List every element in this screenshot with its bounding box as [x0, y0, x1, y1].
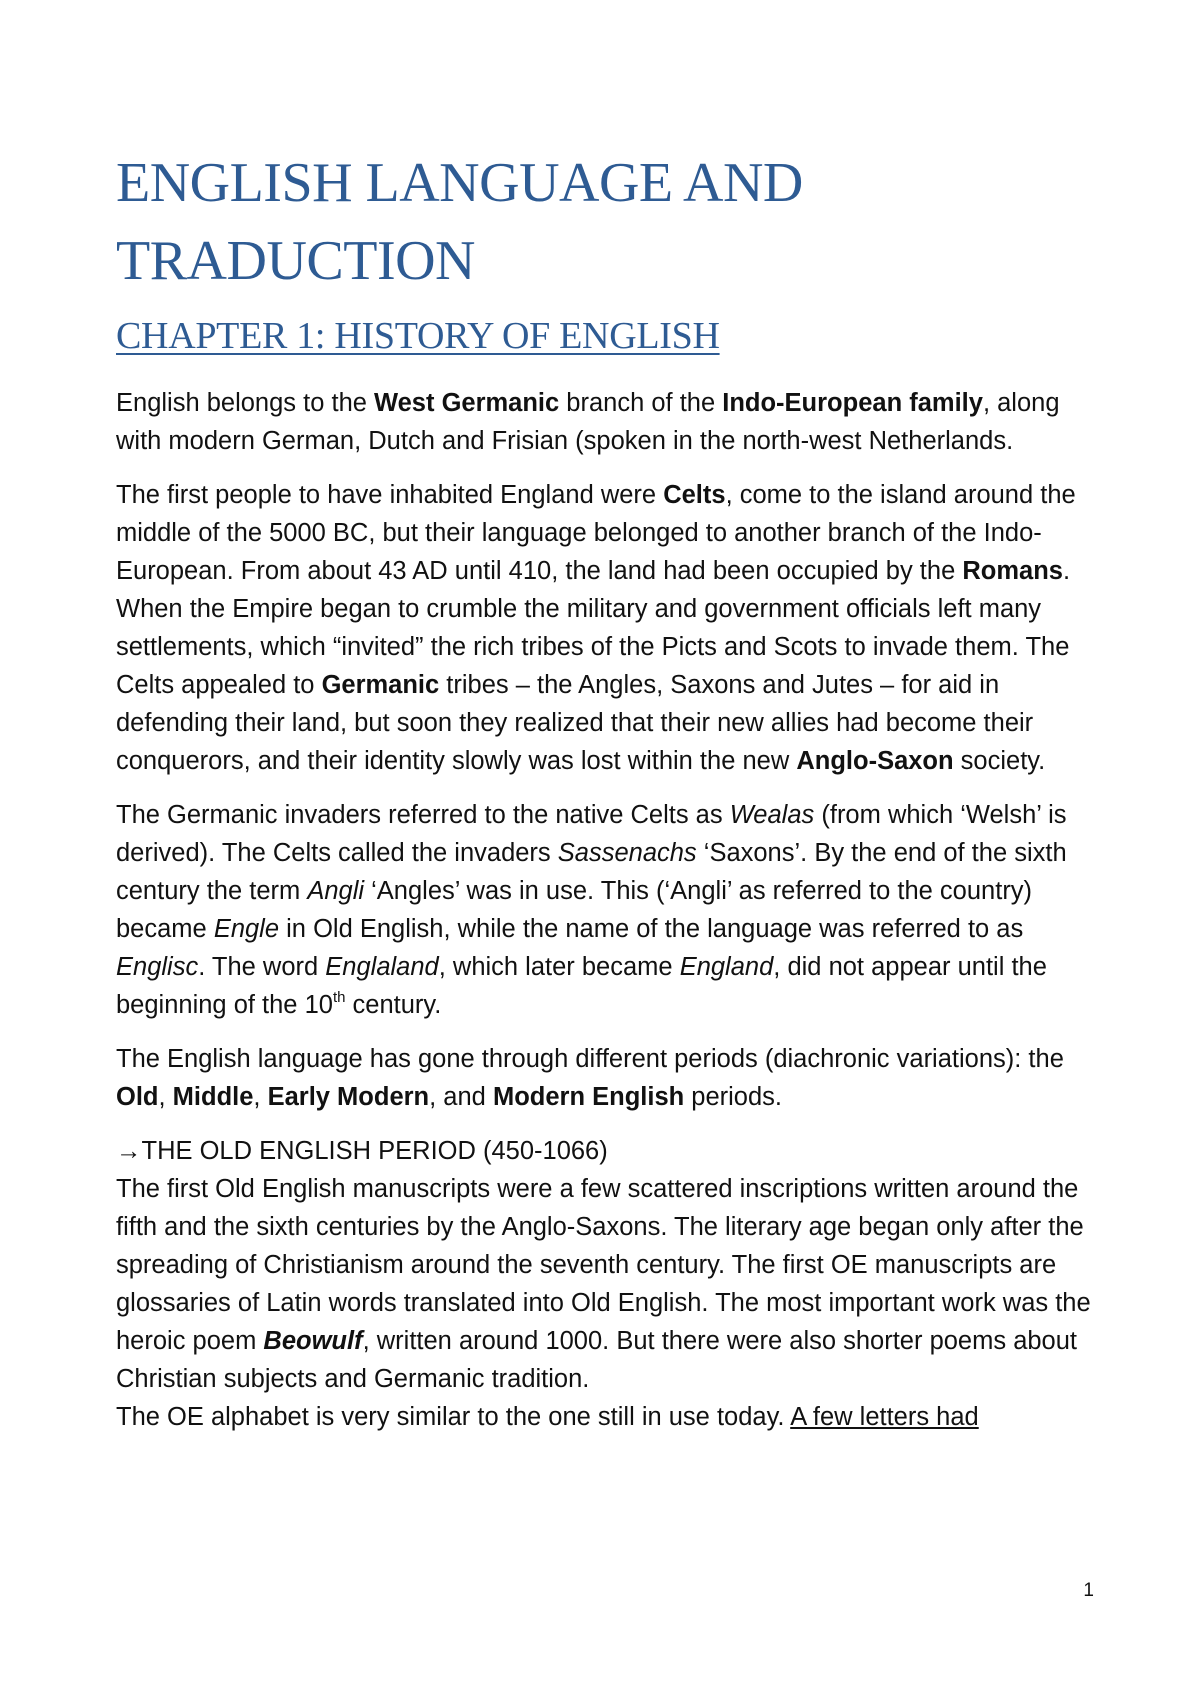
text: ‘Angles’ was in use. This (‘Angli’ as referred to the country) became [116, 877, 1033, 943]
italic-term: Englisc [116, 953, 199, 981]
bold-italic-term: Beowulf [263, 1327, 363, 1355]
text: The OE alphabet is very similar to the one still in use today. [116, 1403, 791, 1431]
italic-term: Engle [213, 915, 280, 943]
italic-term: Englaland [325, 953, 439, 981]
text: periods. [684, 1083, 783, 1111]
text: society. [953, 747, 1046, 775]
text: The English language has gone through different periods (diachronic variations): the [116, 1045, 1064, 1073]
paragraph-1 [116, 384, 1106, 460]
text: ‘Saxons’. By the end of the sixth century the term [116, 839, 1067, 905]
bold-term: West Germanic [374, 389, 560, 417]
text: English belongs to the [116, 389, 375, 417]
text: . When the Empire began to crumble the military and government officials left many settlements, which “invited” the rich tribes of the Picts and Scots to invade them. The Celts appealed to [116, 557, 1071, 699]
section-heading-old-english: →THE OLD ENGLISH PERIOD (450-1066) [116, 1137, 608, 1165]
text: , did not appear until the beginning of the 10 [116, 953, 1047, 1019]
paragraph-3 [116, 796, 1106, 1024]
text: The first people to have inhabited England were [116, 481, 664, 509]
text: branch of the [559, 389, 723, 417]
italic-term: Wealas [729, 801, 815, 829]
text: in Old English, while the name of the language was referred to as [279, 915, 1024, 943]
bold-term: Modern English [492, 1083, 685, 1111]
bold-term: Middle [172, 1083, 254, 1111]
text: , written around 1000. But there were also shorter poems about Christian subjects and Germanic tradition. [116, 1327, 1078, 1393]
text: , come to the island around the middle of the 5000 BC, but their language belonged to another branch of the Indo-European. From about 43 AD until 410, the land had been occupied by the [116, 481, 1076, 585]
text: century. [345, 991, 442, 1019]
text: , and [429, 1083, 493, 1111]
text: tribes – the Angles, Saxons and Jutes – for aid in defending their land, but soon they realized that their new allies had become their conquerors, and their identity slowly was lost within the new [116, 671, 1034, 775]
italic-term: Sassenachs [557, 839, 697, 867]
bold-term: Anglo-Saxon [796, 747, 954, 775]
bold-term: Romans [962, 557, 1063, 585]
underlined-text: A few letters had [790, 1403, 979, 1431]
paragraph-6 [116, 1398, 1106, 1436]
document-body [116, 384, 1106, 1436]
bold-term: Early Modern [267, 1083, 430, 1111]
text: (from which ‘Welsh’ is derived). The Celts called the invaders [116, 801, 1067, 867]
bold-term: Indo-European family [722, 389, 983, 417]
italic-term: England [679, 953, 774, 981]
bold-term: Old [116, 1083, 159, 1111]
superscript: th [332, 989, 346, 1006]
paragraph-2 [116, 476, 1106, 780]
text: The first Old English manuscripts were a few scattered inscriptions written around the fifth and the sixth centuries by the Anglo-Saxons. The literary age began only after the spreading of Christianism around the seventh century. The first OE manuscripts are glossaries of Latin words translated into Old English. The most important work was the heroic poem [116, 1175, 1091, 1355]
bold-term: Celts [663, 481, 726, 509]
text: , which later became [438, 953, 680, 981]
paragraph-5 [116, 1170, 1106, 1398]
text: . The word [198, 953, 326, 981]
italic-term: Angli [307, 877, 365, 905]
document-title: ENGLISH LANGUAGE AND TRADUCTION [116, 152, 803, 292]
text: , along with modern German, Dutch and Frisian (spoken in the north-west Netherlands. [116, 389, 1060, 455]
text: , [253, 1083, 268, 1111]
text: The Germanic invaders referred to the native Celts as [116, 801, 730, 829]
paragraph-4 [116, 1040, 1106, 1116]
bold-term: Germanic [321, 671, 440, 699]
chapter-heading: CHAPTER 1: HISTORY OF ENGLISH [116, 315, 720, 357]
text: , [158, 1083, 173, 1111]
page-number: 1 [1083, 1580, 1094, 1601]
